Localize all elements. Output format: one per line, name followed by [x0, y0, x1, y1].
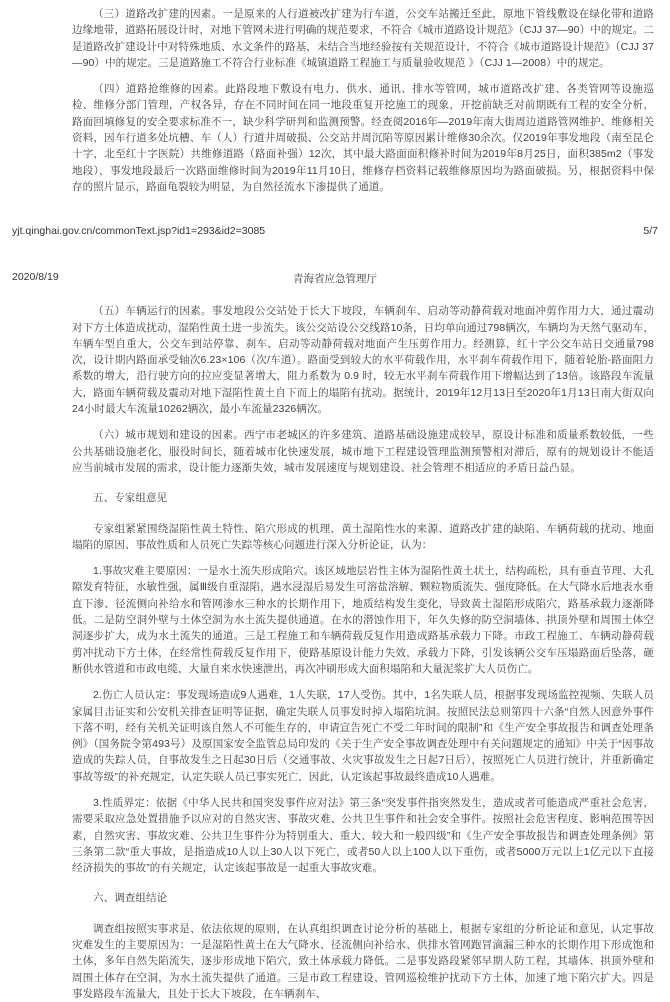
paragraph-expert-item-casualty-determination: 2.伤亡人员认定：事发现场造成9人遇难，1人失联，17人受伤。其中，1名失联人员，根据事发现场监控视频、失联人员家属目击证实和公安机关排查证明等证据，确定失联人员事发时掉入塌陷坑洞。按照民法总则第四十六条“自然人因意外事件下落不明，经有关机关证明该自然人不可能生存的，申请宣告死亡不受二年时间的限制”和《生产安全事故报告和调查处理条例》（国务院令第493号）及原国家安全监管总局印发的《关于生产安全事故调查处理中有关问题规定的通知》中关于“因事故造成的失踪人员，自事故发生之日起30日后（交通事故、火灾事故发生之日起7日后），按照死亡人员进行统计，并重新确定事故等级”的补充规定，认定失联人员已事实死亡，因此，认定该起事故最终造成10人遇难。: [72, 689, 654, 783]
print-header: [0, 271, 670, 287]
header-date: 2020/8/19: [12, 271, 59, 284]
paragraph-expert-intro: 专家组紧紧围绕湿陷性黄土特性、陷穴形成的机理、黄土湿陷性水的来源、道路改扩建的缺陷、车辆荷载的扰动、地面塌陷的原因、事故性质和人员死亡失踪等核心问题进行深入分析论证，认为：: [72, 522, 654, 551]
paragraph-expert-item-nature-definition: 3.性质界定：依据《中华人民共和国突发事件应对法》第三条“突发事件指突然发生，造成或者可能造成严重社会危害，需要采取应急处置措施予以应对的自然灾害、事故灾难、公共卫生事件和社会安全事件。按照社会危害程度、影响范围等因素，自然灾害、事故灾难、公共卫生事件分为特别重大、重大、较大和一般四级”和《生产安全事故报告和调查处理条例》第三条第二款“重大事故，是指造成10人以上30人以下死亡，或者50人以上100人以下重伤，或者5000万元以上1亿元以下直接经济损失的事故”的有关规定，认定该起事故是一起重大事故灾难。: [72, 796, 654, 875]
paragraph-vehicle-operation-factor: （五）车辆运行的因素。事发地段公交站处于长大下坡段，车辆刹车、启动等动静荷载对地面冲剪作用力大，通过震动对下方土体造成扰动，湿陷性黄土进一步流失。该公交站设公交线路10条，日均单向通过798辆次，车辆均为天然气驱动车，车辆车型自重大，公交车到站停靠、刹车、启动等动静荷载对地面产生压剪作用力。经测算，红十字公交车站日交通量798次，设计期内路面承受轴次6.23×106（次/车道）。路面受到较大的水平荷载作用，水平刹车荷载作用下，随着轮胎-路面阻力系数的增大，沿行驶方向的拉应变显著增大，阻力系数为 0.9 时，较无水平刹车荷载作用下增幅达到了13倍。该路段车流量大，路面车辆荷载及震动对地下湿陷性黄土自下而上的塌陷有扰动。据统计，2019年12月13日至2020年1月13日南大街双向24小时最大车流量10262辆次，最小车流量2326辆次。: [72, 305, 654, 416]
footer-url: yjt.qinghai.gov.cn/commonText.jsp?id1=293&id2=3085: [12, 225, 266, 238]
paragraph-urban-planning-factor: （六）城市规划和建设的因素。西宁市老城区的许多建筑、道路基础设施建成较早，原设计标准和质量系数较低，一些公共基础设施老化，服役时间长，随着城市化快速发展，城市地下工程建设管理监测预警相对滞后，原有的规划设计不能适应当前城市发展的需求，设计能力逐渐失效，城市发展速度与规划建设、社会管理不相适应的矛盾日益凸显。: [72, 429, 654, 474]
paragraph-road-expansion-factor: （三）道路改扩建的因素。一是原来的人行道被改扩建为行车道，公交车站搬迁至此，原地下管线敷设在绿化带和道路边缘地带，道路拓展设计时，对地下管网未进行明确的规范要求，不符合《城市道路设计规范》（CJJ 37—90）中的规定。二是道路改扩建设计中对特殊地质、水文条件的路基，未结合当地经验按有关规范设计，不符合《城市道路设计规范》（CJJ 37—90）中的规定。三是道路施工不符合行业标准《城镇道路工程施工与质量验收规范 》（CJJ 1—2008）中的规定。: [72, 8, 654, 69]
paragraph-expert-item-main-causes: 1.事故灾难主要原因：一是水土流失形成陷穴。该区域地层岩性主体为湿陷性黄土状土，结构疏松，具有垂直节理、大孔隙发育特征，水敏性强，属Ⅲ级自重湿陷，遇水浸湿后易发生可溶盐溶解、颗粒物质流失、强度降低。在大气降水后地表水垂直下渗、径流侧向补给水和管网渗水三种水的长期作用下，地质结构发生变化，导致黄土湿陷形成陷穴，路基承载力逐渐降低。二是防空洞外壁与土体空洞为水土流失提供通道。在水的潜蚀作用下，年久失修的防空洞墙体、拱顶外壁和周围土体空洞逐步扩大，成为水土流失的通道。三是工程施工和车辆荷载反复作用造成路基承载力下降。市政工程施工、车辆动静荷载剪冲扰动下方土体，在经常性荷载反复作用下，使路基原设计能力失效，承载力下降，引发该辆公交车压塌路面后坠落，砸断供水管道和市政电缆，大量自来水快速泄出，再次冲刷形成大面积塌陷和大量泥浆扩大人员伤亡。: [72, 565, 654, 675]
print-footer: [0, 225, 670, 237]
paragraph-conclusion: 调查组按照实事求是、依法依规的原则，在认真组织调查讨论分析的基础上，根据专家组的分析论证和意见，认定事故灾难发生的主要原因为：一是湿陷性黄土在大气降水、径流侧向补给水、供排水管网跑冒滴漏三种水的长期作用下形成饱和土体，多年自然失陷流失，逐步形成地下陷穴，致土体承载力降低。二是事发路段紧邻早期人防工程，其墙体、拱顶外壁和周围土体存在空洞，为水土流失提供了通道。三是市政工程建设、管网巡检维护扰动下方土体，加速了地下陷穴扩大。四是事发路段车流量大，且处于长大下坡段，在车辆刹车、: [72, 922, 654, 1000]
footer-page-number: 5/7: [643, 225, 658, 238]
section-heading-expert-opinion: 五、专家组意见: [93, 492, 168, 505]
page5-content: [72, 0, 654, 195]
paragraph-road-repair-factor: （四）道路抢维修的因素。此路段地下敷设有电力、供水、通讯、排水等管网，城市道路改扩建、各类管网等设施巡检、维修分部门管理，产权各异，存在不同时间在同一地段重复开挖施工的现象，开挖前缺乏对前期既有工程的安全分析，路面回填修复的安全要求标准不一，缺少科学研判和监测预警。经查阅2016年—2019年南大街周边道路管网维护、维修相关资料，因车行道多处坑槽、车（人）行道井周破损、公交站井周沉陷等原因累计维修30余次。仅2019年事发地段（南至昆仑十字，北至红十字医院）共维修道路（路面补强）12次，其中最大路面面积修补时间为2019年8月25日，面积385m2（事发地段），事发地段最后一次路面维修时间为2019年11月10日，维修存档资料记载维修原因均为路面破损。另，根据资料中保存的照片显示，路面龟裂较为明显，为自然径流水下渗提供了通道。: [72, 83, 654, 193]
section-heading-investigation-conclusion: 六、调查组结论: [93, 892, 168, 905]
header-title: 青海省应急管理厅: [293, 273, 377, 286]
page6-content: [72, 303, 654, 1002]
